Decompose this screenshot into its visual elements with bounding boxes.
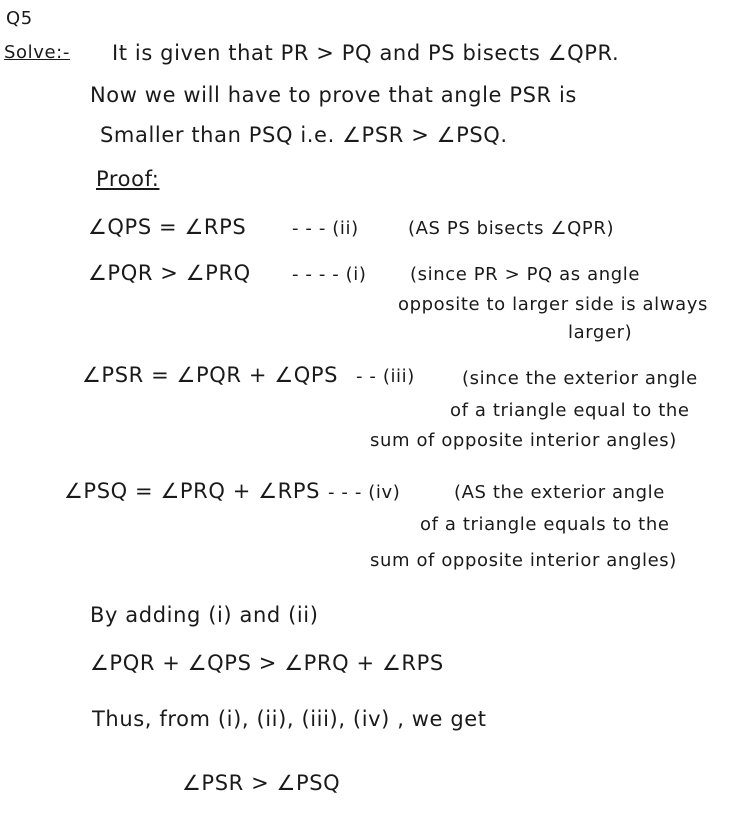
eq-iv-left: ∠PSQ = ∠PRQ + ∠RPS (64, 479, 321, 503)
eq-i-reason-1: (since PR > PQ as angle (410, 264, 641, 285)
eq-iv-reason-2: of a triangle equals to the (420, 514, 670, 535)
eq-iii-reason-2: of a triangle equal to the (450, 400, 690, 421)
adding-line: By adding (i) and (ii) (90, 603, 319, 627)
eq-iii-reason-1: (since the exterior angle (462, 368, 698, 389)
eq-ii-reason: (AS PS bisects ∠QPR) (408, 218, 615, 239)
eq-i-left: ∠PQR > ∠PRQ (88, 261, 251, 285)
eq-iii-reason-3: sum of opposite interior angles) (370, 430, 677, 451)
conclusion-line: ∠PSR > ∠PSQ (182, 771, 341, 795)
intro-line-3: Smaller than PSQ i.e. ∠PSR > ∠PSQ. (100, 123, 508, 147)
sum-line: ∠PQR + ∠QPS > ∠PRQ + ∠RPS (90, 651, 444, 675)
eq-ii-left: ∠QPS = ∠RPS (88, 215, 247, 239)
eq-i-tag: - - - - (i) (292, 264, 367, 285)
proof-label: Proof: (96, 167, 160, 191)
eq-iv-reason-3: sum of opposite interior angles) (370, 550, 677, 571)
question-number: Q5 (6, 8, 33, 29)
eq-i-reason-3: larger) (568, 322, 633, 343)
eq-iv-tag: - - - (iv) (328, 482, 401, 503)
intro-line-2: Now we will have to prove that angle PSR is (90, 83, 577, 107)
solve-label: Solve:- (4, 42, 70, 63)
eq-ii-tag: - - - (ii) (292, 218, 359, 239)
eq-i-reason-2: opposite to larger side is always (398, 294, 708, 315)
eq-iii-tag: - - (iii) (356, 366, 415, 387)
thus-line: Thus, from (i), (ii), (iii), (iv) , we get (92, 707, 487, 731)
intro-line-1: It is given that PR > PQ and PS bisects ∠QPR. (112, 41, 620, 65)
eq-iii-left: ∠PSR = ∠PQR + ∠QPS (82, 363, 339, 387)
eq-iv-reason-1: (AS the exterior angle (454, 482, 665, 503)
